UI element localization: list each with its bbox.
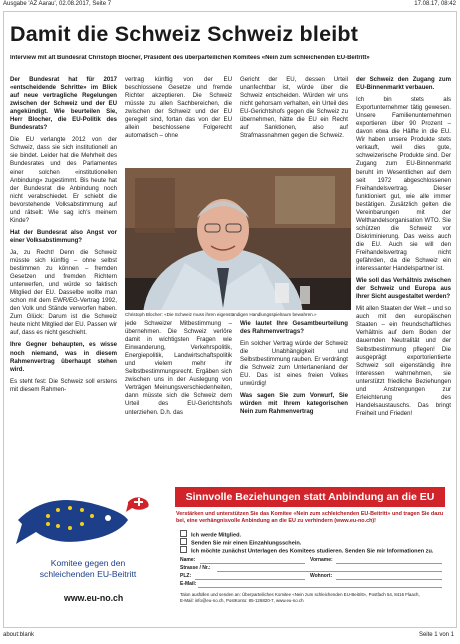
interview-answer: Gericht der EU, dessen Urteil unanfechtbar ist, würde über die Schweiz entscheiden. Würden wir uns nicht gehorsam verhalten, ein Urteil des EU-Gerichtshofs gegen die Schweiz zu übernehmen, hätte die EU ein Recht auf Sanktionen, also auf Strafmassnahmen gegen die Schweiz. <box>240 76 348 140</box>
interview-answer: jede Schweizer Mitbestimmung – übernehmen. Die Schweiz verlöre damit in wichtigsten Fragen wie Einwanderung, Verkehrspolitik, Energiepolitik, Landwirtschaftspolitik und vielem mehr ihr Selbstbestimmungsrecht. Ergäben sich zwischen uns in der Auslegung von Verträgen Meinungsverschiedenheiten, dann müsste sich die Schweiz dem Urteil des EU-Gerichtshofs unterziehen. D.h. das <box>125 320 232 416</box>
print-source: Ausgabe 'AZ Aarau', 02.08.2017, Seite 7 <box>3 1 112 7</box>
vorname-label: Vorname: <box>310 557 333 563</box>
print-timestamp: 17.08.17, 08:42 <box>414 1 456 7</box>
email-field[interactable] <box>198 587 442 588</box>
footer-page-number: Seite 1 von 1 <box>418 632 454 638</box>
interview-answer: Ich bin stets als Exportunternehmer tätig gewesen. Unsere Familienunternehmen exportieren über 90 Prozent – davon etwa die Hälfte in die EU. Wir haben unsere Produkte stets verkauft, weil dies gute, schweizerische Produkte sind. Der Zugang zum EU-Binnenmarkt beruht im Wesentlichen auf dem seit 1972 abgeschlossenen Freihandelsvertrag. Dieser funktioniert gut, wie alle immer bestätigen. Zusätzlich gelten die Vereinbarungen mit der Welthandelsorganisation WTO. Sie schützen die Schweiz vor Diskriminierung. Das weiss auch die EU. Auch sie will den Freihandelsvertrag nicht gefährden, da die Schweiz ein interessanter Handelspartner ist. <box>356 96 451 273</box>
option-label: Ich möchte zunächst Unterlagen des Komitees studieren. Senden Sie mir Informationen zu. <box>191 548 434 555</box>
city-label: Wohnort: <box>310 573 333 579</box>
option-label: Ich werde Mitglied. <box>191 532 242 539</box>
interview-question: Ihre Gegner behaupten, es wisse noch niemand, was in diesem Rahmenvertrag überhaupt stehen wird. <box>10 341 117 373</box>
checkbox[interactable] <box>180 546 187 553</box>
interview-answer: Mit allen Staaten der Welt – und so auch mit den europäischen Staaten – ein freundschaftliches Verhältnis auf dem Boden der dauernden Neutralität und der Selbstbestimmung pflegen! Die ausgeprägt exportorientierte Schweiz soll eigenständig ihre Interessen wahrnehmen, sie unterstützt friedliche Beziehungen und Anstrengungen zur Erleichterung des Handelsaustauschs. Das bringt Freiheit und Frieden! <box>356 305 451 417</box>
logo-url: www.eu-no.ch <box>64 593 124 603</box>
interview-answer: Ein solcher Vertrag würde der Schweiz die Unabhängigkeit und Selbstbestimmung rauben. Er verdrängt die Schweiz zum Untertanenland der EU. Das ist eines freien Volkes unwürdig! <box>240 340 348 388</box>
article-byline: Interview mit alt Bundesrat Christoph Blocher, Präsident des überparteilichen Komitees «Nein zum schleichenden EU-Beitritt» <box>10 55 370 61</box>
email-label: E-Mail: <box>180 581 197 587</box>
city-field[interactable] <box>336 579 442 580</box>
interview-question: Der Bundesrat hat für 2017 «entscheidende Schritte» im Blick auf neue vertragliche Regelungen zwischen der Schweiz und der EU angekündigt. Wie beurteilen Sie, Herr Blocher, die EU-Politik des Bundesrats? <box>10 76 117 132</box>
checkbox[interactable] <box>180 538 187 545</box>
ad-fine-print <box>180 592 442 604</box>
interview-answer: Die EU verlangte 2012 von der Schweiz, dass sie sich institutionell an sie bindet. Leider hat die Mehrheit des Bundesrates und des Parlamentes einer solchen «institutionellen Anbindung» zugestimmt. Bis heute hat der Bundesrat die Anbindung noch nicht verabschiedet. Er schiebt die bevorstehende Volksabstimmung auf und rätselt: Wie sag ich's meinem Kinde? <box>10 136 117 224</box>
name-label: Name: <box>180 557 196 563</box>
option-label: Senden Sie mir einen Einzahlungsschein. <box>191 540 302 547</box>
logo-text-line-1: Komitee gegen den <box>50 558 126 568</box>
interview-answer: vertrag künftig von der EU beschlossene Gesetze und fremde Richter akzeptieren. Die Schweiz müsste zu allen Sachbereichen, die zwischen der Schweiz und der EU geregelt sind, fortan das von der EU allein beschlossene Folgerecht automatisch – ohne <box>125 76 232 140</box>
photo-caption: Christoph Blocher: «Die Schweiz muss ihren eigenständigen Handlungsspielraum bewahren.» <box>125 312 317 317</box>
article-column-2-top <box>125 76 232 164</box>
ad-title-banner: Sinnvolle Beziehungen statt Anbindung an die EU <box>175 487 445 507</box>
interview-answer: Ja, zu Recht! Denn die Schweiz müsste sich künftig – ohne selbst bestimmen zu können – fremden Gesetzen und fremden Richtern unterwerfen, und würde so faktisch Mitglied der EU. Dasselbe wollte man schon mit dem EWR/EG-Vertrag 1992, den Volk und Stände verworfen haben. Zum Glück: Darum ist die Schweiz heute nicht Mitglied der EU. Passen wir auf, dass es nicht geschieht. <box>10 248 117 337</box>
article-column-3-bottom <box>240 320 348 470</box>
interview-question: Wie lautet Ihre Gesamtbeurteilung des Rahmenvertrags? <box>240 320 348 336</box>
committee-logo <box>8 480 168 610</box>
print-header <box>0 0 460 9</box>
ad-intro-text: Verstärken und unterstützen Sie das Komitee «Nein zum schleichenden EU-Beitritt» und tragen Sie dazu bei, eine verhängnisvolle Anbindung an die EU zu verhindern (www.eu-no.ch)! <box>176 511 444 524</box>
fish-logo-graphic <box>8 480 168 610</box>
zip-label: PLZ: <box>180 573 192 579</box>
footer-url: about:blank <box>3 632 35 638</box>
street-field[interactable] <box>217 571 442 572</box>
article-column-4 <box>356 76 451 471</box>
interview-question: Wie soll das Verhältnis zwischen der Schweiz und Europa aus Ihrer Sicht ausgestaltet werden? <box>356 277 451 301</box>
logo-text-line-2: schleichenden EU-Beitritt <box>39 569 137 579</box>
zip-field[interactable] <box>195 579 305 580</box>
interview-answer: Es steht fest: Die Schweiz soll erstens mit diesem Rahmen- <box>10 377 117 393</box>
checkbox[interactable] <box>180 530 187 537</box>
name-field[interactable] <box>200 563 305 564</box>
option-information[interactable] <box>180 546 433 556</box>
portrait-illustration <box>125 168 351 310</box>
fine-print-line-2: E-Mail: info@eu-no.ch, PostKonto: 85-126820-7, www.eu-no.ch <box>180 598 304 603</box>
fine-print-line-1: Talon ausfüllen und senden an: Überparteiliches Komitee «Nein zum schleichenden EU-Beitritt», Postfach 54, 8416 Flaach, <box>180 592 420 597</box>
article-headline: Damit die Schweiz Schweiz bleibt <box>10 22 359 46</box>
article-column-3-top <box>240 76 348 164</box>
interview-question: der Schweiz den Zugang zum EU-Binnenmarkt verbauen. <box>356 76 451 92</box>
interview-question: Was sagen Sie zum Vorwurf, Sie würden mit Ihrem kategorischen Nein zum Rahmenvertrag <box>240 392 348 416</box>
article-column-1 <box>10 76 117 471</box>
street-label: Strasse / Nr.: <box>180 565 211 571</box>
vorname-field[interactable] <box>336 563 442 564</box>
print-footer <box>0 632 460 642</box>
interview-question: Hat der Bundesrat also Angst vor einer Volksabstimmung? <box>10 228 117 244</box>
portrait-photo <box>125 168 351 310</box>
article-column-2-bottom <box>125 320 232 470</box>
